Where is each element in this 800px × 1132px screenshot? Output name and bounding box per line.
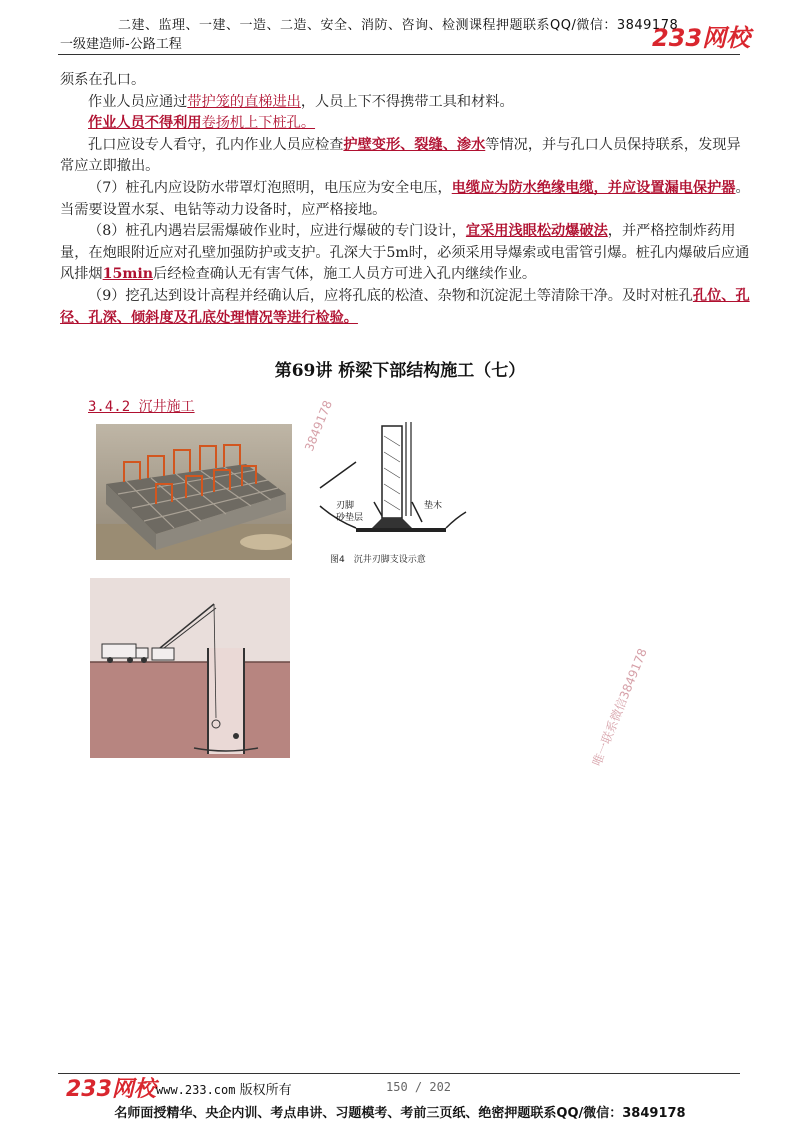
footer-copyright: www.233.com 版权所有 [156,1083,292,1098]
caisson-cutting-edge-diagram [316,416,476,572]
paragraph-5: （7）桩孔内应设防水带罩灯泡照明，电压应为安全电压，电缆应为防水绝缘电缆，并应设置漏电保护器。当需要设置水泵、电钻等动力设备时，应严格接地。 [60,179,750,218]
lecture-title: 第69讲 桥梁下部结构施工（七） [274,361,526,381]
document-body [60,70,750,329]
paragraph-3: 作业人员不得利用卷扬机上下桩孔。 [88,115,316,132]
footer-promo-line: 名师面授精华、央企内训、考点串讲、习题模考、考前三页纸、绝密押题联系QQ/微信：3849178 [114,1106,686,1121]
diagram-caption: 图4 沉井刃脚支设示意 [330,555,426,565]
caisson-sinking-illustration [90,578,290,758]
site-link[interactable]: www.233.com [156,1083,236,1097]
watermark-2: 唯一联系微信3849178 [589,646,650,768]
label-sand-cushion: 砂垫层 [336,513,364,523]
footer-brand-logo: 233网校 [66,1077,156,1102]
page-number: 150 / 202 [386,1080,452,1094]
header-divider [58,54,740,55]
brand-logo: 233网校 [652,24,751,52]
caisson-site-photo [96,424,292,560]
label-blade: 刃脚 [336,501,355,511]
paragraph-4: 孔口应设专人看守，孔内作业人员应检查护壁变形、裂缝、渗水等情况，并与孔口人员保持联系，发现异常应立即撤出。 [60,136,741,175]
header-course-name: 一级建造师-公路工程 [60,37,182,52]
watermark-1: 3849178 [302,398,336,454]
header-contact-line: 二建、监理、一建、一造、二造、安全、消防、咨询、检测课程押题联系QQ/微信：3849178 [118,18,679,33]
paragraph-2: 作业人员应通过带护笼的直梯进出，人员上下不得携带工具和材料。 [88,93,514,110]
paragraph-7: （9）挖孔达到设计高程并经确认后，应将孔底的松渣、杂物和沉淀泥土等清除干净。及时对桩孔孔位、孔径、孔深、倾斜度及孔底处理情况等进行检验。 [60,287,750,326]
paragraph-6: （8）桩孔内遇岩层需爆破作业时，应进行爆破的专门设计，宜采用浅眼松动爆破法，并严格控制炸药用量，在炮眼附近应对孔壁加强防护或支护。孔深大于5m时，必须采用导爆索或电雷管引爆。桩孔内爆破后应通风排烟15min后经检查确认无有害气体，施工人员方可进入孔内继续作业。 [60,223,750,283]
footer-divider [58,1073,740,1074]
paragraph-1: 须系在孔口。 [60,72,146,88]
section-heading: 3.4.2 沉井施工 [88,399,195,415]
label-timber: 垫木 [424,501,443,511]
